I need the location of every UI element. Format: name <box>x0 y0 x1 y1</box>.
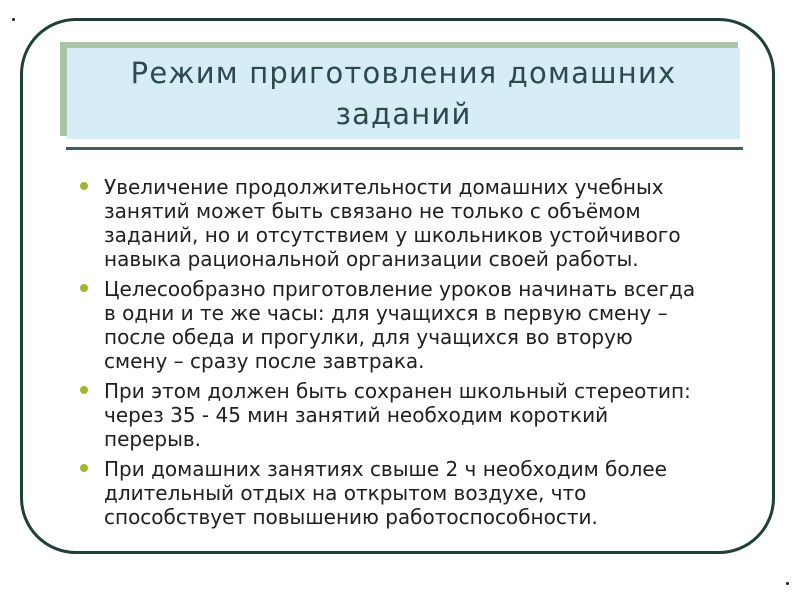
bullet-dot-icon <box>80 284 88 292</box>
title-box <box>67 48 740 139</box>
bullet-text: При домашних занятиях свыше 2 ч необходим более длительный отдых на открытом воздухе, что способствует повышению работоспособности. <box>104 457 667 529</box>
bullet-text: При этом должен быть сохранен школьный стереотип: через 35 - 45 мин занятий необходим короткий перерыв. <box>104 379 691 451</box>
title-divider <box>66 147 743 150</box>
bullet-item <box>80 457 760 529</box>
slide-title: Режим приготовления домашних заданий <box>130 55 677 131</box>
bullet-dot-icon <box>80 464 88 472</box>
bullet-item <box>80 175 760 271</box>
bullet-item <box>80 379 760 451</box>
bullet-dot-icon <box>80 182 88 190</box>
bullet-text: Увеличение продолжительности домашних учебных занятий может быть связано не только с объёмом заданий, но и отсутствием у школьников устойчивого навыка рациональной организации своей работы. <box>104 175 681 271</box>
corner-dot-bottom-right <box>786 582 789 585</box>
bullet-list <box>80 175 760 535</box>
bullet-dot-icon <box>80 386 88 394</box>
bullet-item <box>80 277 760 373</box>
bullet-text: Целесообразно приготовление уроков начинать всегда в одни и те же часы: для учащихся в первую смену – после обеда и прогулки, для учащихся во вторую смену – сразу после завтрака. <box>104 277 696 373</box>
corner-dot-top-left <box>12 18 15 21</box>
